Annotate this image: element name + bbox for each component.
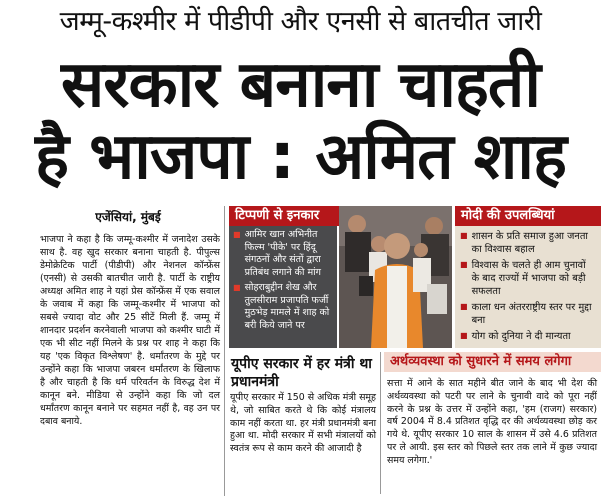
column-divider: [380, 352, 381, 494]
upa-section-text: यूपीए सरकार में 150 से अधिक मंत्री समूह थे, जो साबित करते थे कि कोई मंत्रालय काम नहीं करता था. हर मंत्री प्रधानमंत्री बना हुआ था. मोदी सरकार में सभी मंत्रालयों को स्वतंत्र रूप से काम करने की आजादी है: [230, 392, 376, 455]
modi-item: ■ विश्वास के चलते ही आम चुनावों के बाद राज्यों में भाजपा को बड़ी सफलता: [460, 260, 586, 297]
column-divider: [224, 206, 225, 496]
main-article-text: भाजपा ने कहा है कि जम्मू-कश्मीर में जनादेश उसके साथ है. वह खुद सरकार बनाना चाहती है. पीपुल्स डेमोक्रेटिक पार्टी (पीडीपी) और नेशनल कॉन्फ्रेंस (एनसी) से उसकी बातचीत जारी है. पार्टी के राष्ट्रीय अध्यक्ष अमित शाह ने यहां प्रेस कॉन्फ्रेंस में एक सवाल के जवाब में कहा कि जम्मू-कश्मीर में भाजपा को सबसे ज्यादा वोट और 25 सीटें मिली हैं. जम्मू में शानदार प्रदर्शन करनेवाली भाजपा को कश्मीर घाटी में एक भी सीट नहीं मिलने के प्रश्न पर शाह ने कहा कि यह 'एक विकृत विश्लेषण' है. धर्मांतरण के मुद्दे पर उन्होंने कहा कि भाजपा जबरन धर्मांतरण के खिलाफ है और चाहती है कि धर्म परिवर्तन के विरुद्ध देश में कानून बने. मीडिया से उन्होंने कहा कि जो दल धर्मांतरण कानून बनाने पर सहमत नहीं है, वह उन पर दबाव बनाये.: [40, 234, 220, 427]
bullet-icon: ■: [233, 230, 241, 239]
dateline: एजेंसियां, मुंबई: [95, 210, 161, 224]
tippani-box-title: टिप्पणी से इनकार: [229, 206, 345, 226]
modi-achievements-box: [455, 226, 601, 348]
tippani-box: [229, 226, 337, 348]
bullet-icon: ■: [460, 302, 468, 311]
main-headline-line-2: है भाजपा : अमित शाह: [35, 120, 566, 194]
tippani-item: ■ सोहराबुद्दीन शेख और तुलसीराम प्रजापति फर्जी मुठभेड़ मामले में शाह को बरी किये जाने पर: [233, 282, 330, 331]
modi-box-title: मोदी की उपलब्धियां: [455, 206, 601, 226]
economy-section-title: अर्थव्यवस्था को सुधारने में समय लगेगा: [384, 352, 601, 372]
economy-section-text: सत्ता में आने के सात महीने बीत जाने के बाद भी देश की अर्थव्यवस्था को पटरी पर लाने के चुनावी वादे को पूरा नहीं करने के प्रश्न के उत्तर में उन्होंने कहा, 'हम (राजग) सरकार) वर्ष 2004 में 8.4 प्रतिशत वृद्धि दर की अर्थव्यवस्था छोड़ कर गये थे. यूपीए सरकार 10 साल के शासन में उसे 4.6 प्रतिशत पर ले आयी. इस स्तर को पिछले स्तर तक लाने में कुछ ज्यादा समय लगेगा.': [387, 378, 597, 466]
upa-section-title: यूपीए सरकार में हर मंत्री था प्रधानमंत्री: [231, 356, 372, 390]
kicker-headline: जम्मू-कश्मीर में पीडीपी और एनसी से बातचीत जारी: [59, 6, 542, 37]
amit-shah-photo: [339, 206, 452, 348]
bullet-icon: ■: [460, 260, 468, 269]
modi-item: ■ योग को दुनिया ने दी मान्यता: [460, 331, 571, 342]
tippani-item: ■ आमिर खान अभिनीत फिल्म 'पीके' पर हिंदू संगठनों और संतों द्वारा प्रतिबंध लगाने की मांग: [233, 229, 321, 278]
modi-item: ■ शासन के प्रति समाज हुआ जनता का विश्वास बहाल: [460, 231, 588, 255]
bullet-icon: ■: [460, 231, 468, 240]
modi-item: ■ काला धन अंतरराष्ट्रीय स्तर पर मुद्दा बना: [460, 302, 592, 326]
bullet-icon: ■: [233, 283, 241, 292]
main-headline-line-1: सरकार बनाना चाहती: [61, 48, 540, 122]
bullet-icon: ■: [460, 331, 468, 340]
